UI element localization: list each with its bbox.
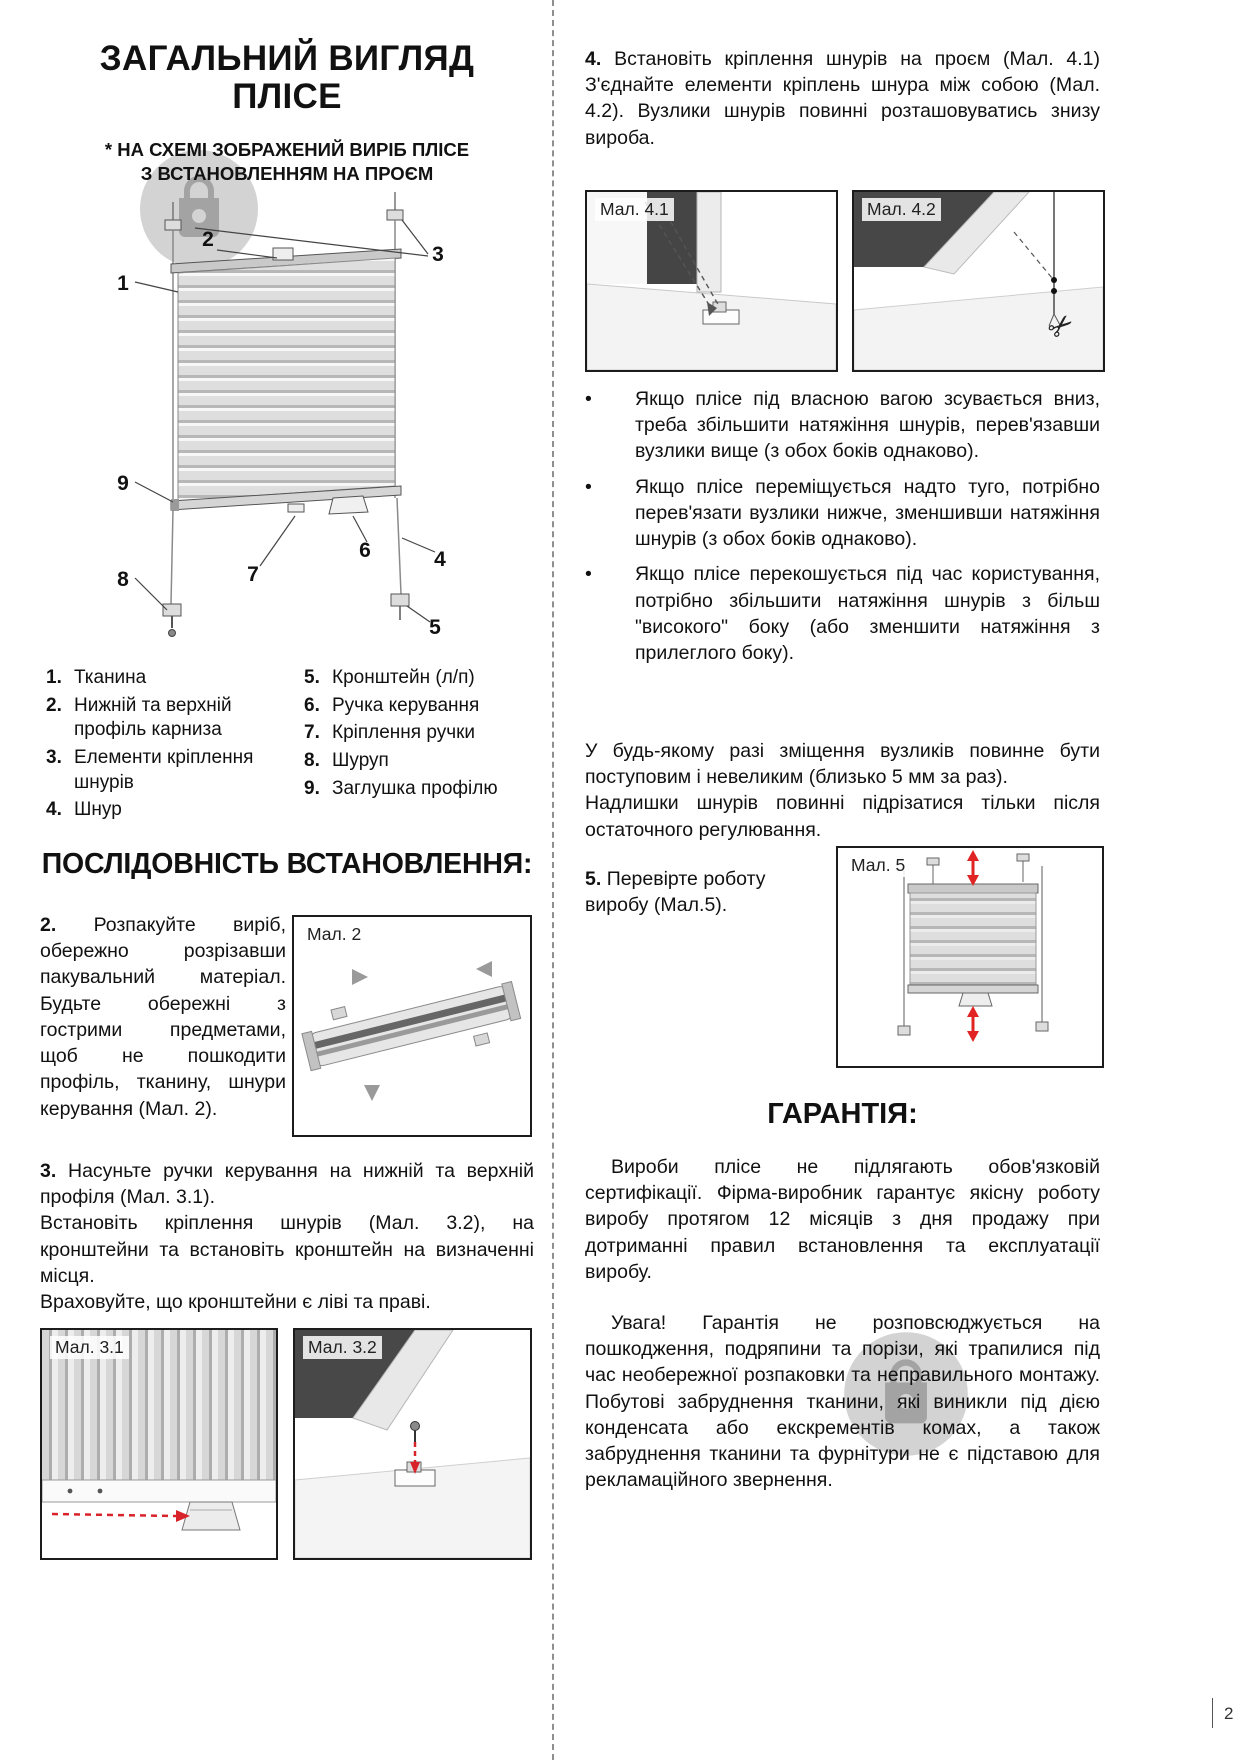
section-heading-installation: ПОСЛІДОВНІСТЬ ВСТАНОВЛЕННЯ: — [41, 848, 533, 880]
diagram-label-3: 3 — [432, 243, 444, 266]
page-number: 2 — [1224, 1704, 1234, 1723]
legend-item — [304, 666, 534, 691]
figure-5 — [836, 846, 1104, 1068]
step-4-number: 4. — [585, 48, 602, 70]
warranty-paragraph-2: Увага! Гарантія не розповсюджується на пошкодження, подряпини та порізи, які трапилися під час необережної розпаковки та неправильного монтажу. Побутові забруднення тканини, які виникли під дією конденсата або екскрементів комах, а також забруднення тканини та фурнітури не є підставою для рекламаційного звернення. — [585, 1312, 1100, 1492]
bottom-right-bracket — [391, 594, 409, 606]
page-subtitle-line1: * НА СХЕМІ ЗОБРАЖЕНИЙ ВИРІБ ПЛІСЕ — [104, 139, 470, 160]
legend-item — [46, 694, 304, 743]
page-title-line1: ЗАГАЛЬНИЙ ВИГЛЯД — [99, 39, 475, 78]
step-5-paragraph — [585, 866, 820, 918]
blind-overview-diagram — [45, 186, 535, 658]
cord-knot — [1051, 277, 1057, 283]
page-title-line2: ПЛІСЕ — [232, 76, 342, 116]
legend-num: 4. — [46, 799, 62, 821]
legend-num: 2. — [46, 694, 62, 716]
bullet-dot: • — [585, 475, 592, 498]
warranty-heading: ГАРАНТІЯ: — [767, 1098, 918, 1130]
figure-2-label: Мал. 2 — [302, 923, 366, 946]
legend-num: 6. — [304, 694, 320, 716]
bottom-left-bracket — [163, 604, 181, 616]
diagram-label-7: 7 — [247, 563, 259, 586]
legend-text: Ручка керування — [332, 694, 480, 716]
bullet-text: Якщо плісе під власною вагою зсувається вниз, треба збільшити натяжіння шнурів, перев'язавши вузлики вище (з обох боків однаково). — [635, 388, 1100, 463]
diagram-label-2: 2 — [202, 228, 214, 251]
diagram-label-4: 4 — [434, 548, 446, 571]
figure-3-1-label: Мал. 3.1 — [50, 1336, 129, 1359]
figure-4-1-label: Мал. 4.1 — [595, 198, 674, 221]
step-2-paragraph — [40, 912, 286, 1122]
legend-item — [46, 746, 304, 795]
figure-3-1-art — [42, 1330, 276, 1558]
figure-4-2-label: Мал. 4.2 — [862, 198, 941, 221]
legend-item — [304, 694, 534, 719]
legend-text: Нижній та верхній профіль карниза — [74, 694, 232, 741]
step-3-text-1: Насуньте ручки керування на нижній та верхній профіля (Мал. 3.1). — [40, 1160, 534, 1209]
bullet-dot: • — [585, 563, 592, 586]
legend-text: Заглушка профілю — [332, 777, 498, 799]
bullet-text: Якщо плісе переміщується надто туго, потрібно перев'язати вузлики нижче, зменшивши натяжіння шнурів (з обох боків однаково). — [635, 475, 1100, 551]
parts-legend — [46, 666, 534, 826]
step-3-paragraph-1 — [40, 1158, 534, 1210]
legend-item — [46, 798, 304, 823]
step-3-paragraph-3: Враховуйте, що кронштейни є ліві та праві. — [40, 1291, 431, 1314]
bullet-item — [585, 386, 1100, 465]
page-number-bar — [1212, 1698, 1213, 1728]
legend-item — [304, 777, 534, 802]
figure-4-1 — [585, 190, 838, 372]
legend-text: Елементи кріплення шнурів — [74, 747, 254, 793]
diagram-label-5: 5 — [429, 616, 441, 639]
diagram-label-8: 8 — [117, 568, 129, 591]
legend-num: 8. — [304, 750, 320, 772]
step-3-block — [40, 1158, 534, 1315]
figure-4-2 — [852, 190, 1105, 372]
legend-num: 9. — [304, 777, 320, 799]
legend-text: Кріплення ручки — [332, 722, 476, 744]
cord-knot — [1051, 288, 1057, 294]
figure-3-2-label: Мал. 3.2 — [303, 1336, 382, 1359]
step-2-text: Розпакуйте виріб, обережно розрізавши пакувальний матеріал. Будьте обережні з гострими предметами, щоб не пошкодити профіль, тканину, шнури керування (Мал. 2). — [40, 914, 286, 1120]
red-guide-arrow — [52, 1514, 176, 1516]
bullet-text: Якщо плісе перекошується під час користування, потрібно збільшити натяжіння шнурів з більш "високого" боку (або зменшити натяжіння з прилеглого боку). — [635, 563, 1100, 664]
legend-num: 7. — [304, 722, 320, 744]
figure-5-label: Мал. 5 — [846, 854, 910, 877]
bullet-item — [585, 474, 1100, 553]
legend-text: Шнур — [74, 799, 122, 821]
handle-clip — [288, 504, 304, 512]
diagram-label-9: 9 — [117, 472, 129, 495]
note-paragraph-1: У будь-якому разі зміщення вузликів повинне бути поступовим і невеликим (близько 5 мм за раз). — [585, 740, 1100, 789]
scissors-icon: ✂ — [1041, 305, 1082, 348]
legend-column-1 — [46, 666, 304, 826]
legend-num: 3. — [46, 747, 62, 769]
page-subtitle — [40, 138, 534, 187]
legend-item — [46, 666, 304, 691]
step-5-number: 5. — [585, 868, 602, 890]
legend-item — [304, 749, 534, 774]
adjustment-bullet-list — [585, 386, 1100, 675]
warranty-paragraph-1: Вироби плісе не підлягають обов'язковій сертифікації. Фірма-виробник гарантує якісну роботу виробу протягом 12 місяців з дня продажу при дотриманні правил встановлення та експлуатації виробу. — [585, 1156, 1100, 1283]
legend-text: Кронштейн (л/п) — [332, 667, 475, 688]
figure-2-art — [294, 917, 530, 1135]
page-title — [40, 40, 534, 116]
diagram-label-1: 1 — [117, 272, 129, 295]
step-2-number: 2. — [40, 914, 57, 936]
legend-num: 1. — [46, 667, 62, 688]
page-subtitle-line2: З ВСТАНОВЛЕННЯМ НА ПРОЄМ — [140, 163, 434, 185]
figure-3-2-art — [295, 1330, 530, 1558]
figure-3-2 — [293, 1328, 532, 1560]
step-5-text: Перевірте роботу виробу (Мал.5). — [585, 868, 766, 917]
screw — [169, 630, 176, 637]
step-4-paragraph — [585, 46, 1100, 151]
column-divider — [552, 0, 554, 1760]
legend-text: Тканина — [74, 667, 147, 688]
bullet-item — [585, 561, 1100, 666]
step-4-text: Встановіть кріплення шнурів на проєм (Мал. 4.1) З'єднайте елементи кріплень шнура між собою (Мал. 4.2). Вузлики шнурів повинні розташовуватись знизу вироба. — [585, 48, 1101, 149]
figure-2 — [292, 915, 532, 1137]
profile-end-plug — [171, 499, 179, 511]
note-paragraph-2: Надлишки шнурів повинні підрізатися тільки після остаточного регулювання. — [585, 792, 1100, 841]
step-3-paragraph-2: Встановіть кріплення шнурів (Мал. 3.2), на кронштейни та встановіть кронштейн на визначенні місця. — [40, 1212, 534, 1287]
pleated-fabric — [178, 258, 395, 501]
screw — [411, 1422, 420, 1431]
control-handle — [329, 496, 368, 514]
legend-column-2 — [304, 666, 534, 826]
legend-num: 5. — [304, 667, 320, 688]
figure-3-1 — [40, 1328, 278, 1560]
adjustment-notes — [585, 738, 1100, 843]
bullet-dot: • — [585, 388, 592, 410]
legend-item — [304, 721, 534, 746]
legend-text: Шуруп — [332, 750, 389, 772]
diagram-label-6: 6 — [359, 539, 371, 562]
figure-5-art — [838, 848, 1102, 1066]
step-3-number: 3. — [40, 1160, 57, 1182]
